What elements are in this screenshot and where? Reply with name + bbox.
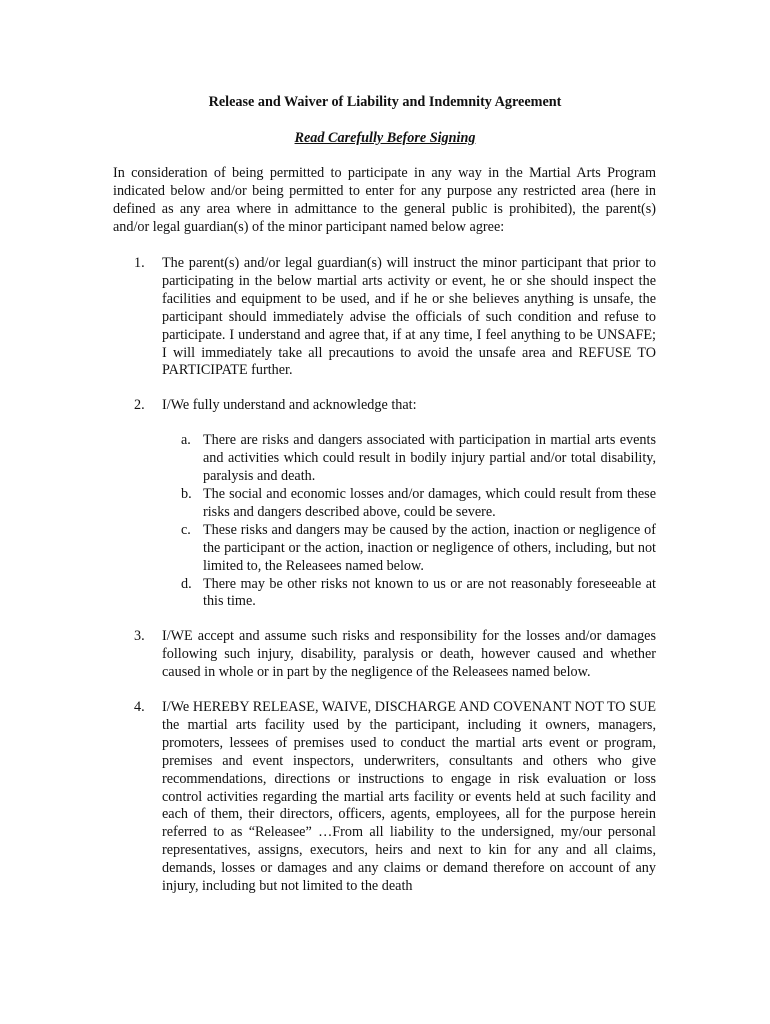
sub-item-text: These risks and dangers may be caused by the action, inaction or negligence of the participant or the action, inaction or negligence of others, including, but not limited to, the Releasees named below. xyxy=(203,521,656,574)
item-number: 4. xyxy=(134,699,145,716)
item-text: I/We HEREBY RELEASE, WAIVE, DISCHARGE AND COVENANT NOT TO SUE the martial arts facility used by the participant, including it owners, managers, promoters, lessees of premises used to conduct the martial arts event or program, premises and event inspectors, underwriters, consultants and others who give recommendations, directions or instructions to engage in risk evaluation or loss control activities regarding the martial arts facility or events held at such facility and each of them, their directors, officers, agents, employees, all for the purpose herein referred to as “Releasee” …From all liability to the undersigned, my/our personal representatives, assigns, executors, heirs and next to kin for any and all claims, demands, losses or damages and any claims or demand therefore on account of any injury, including but not limited to the death xyxy=(162,699,656,895)
item-text: The parent(s) and/or legal guardian(s) will instruct the minor participant that prior to participating in the below martial arts activity or event, he or she should inspect the facilities and equipment to be used, and if he or she believes anything is unsafe, the participant should immediately advise the officials of such condition and refuse to participate. I understand and agree that, if at any time, I feel anything to be UNSAFE; I will immediately take all precautions to avoid the unsafe area and REFUSE TO PARTICIPATE further. xyxy=(162,255,656,379)
sub-item-b xyxy=(162,486,656,522)
intro-paragraph: In consideration of being permitted to participate in any way in the Martial Arts Program indicated below and/or being permitted to enter for any purpose any restricted area (here in defined as any area where in admittance to the general public is prohibited), the parent(s) and/or legal guardian(s) of the minor participant named below agree: xyxy=(113,165,656,235)
sub-item-c xyxy=(162,522,656,576)
sub-item-text: The social and economic losses and/or damages, which could result from these risks and dangers described above, could be severe. xyxy=(203,485,656,520)
sub-item-text: There may be other risks not known to us or are not reasonably foreseeable at this time. xyxy=(203,575,656,610)
sub-item-a xyxy=(162,432,656,486)
sub-item-letter: c. xyxy=(181,521,191,538)
agreement-list xyxy=(113,255,656,913)
item-number: 1. xyxy=(134,255,145,271)
sub-item-d xyxy=(162,576,656,612)
agreement-item-3 xyxy=(113,628,656,682)
item-number: 2. xyxy=(134,397,145,414)
item-text: I/WE accept and assume such risks and responsibility for the losses and/or damages following such injury, disability, paralysis or death, however caused and whether caused in whole or in part by the negligence of the Releasees named below. xyxy=(162,628,656,681)
agreement-item-4 xyxy=(113,699,656,896)
sub-item-text: There are risks and dangers associated with participation in martial arts events and activities which could result in bodily injury partial and/or total disability, paralysis and death. xyxy=(203,432,656,485)
agreement-item-1 xyxy=(113,255,656,380)
item-text: I/We fully understand and acknowledge that: xyxy=(162,397,417,414)
agreement-item-2 xyxy=(113,397,656,611)
document-subtitle: Read Carefully Before Signing xyxy=(294,130,476,146)
item-number: 3. xyxy=(134,628,145,645)
sub-item-letter: b. xyxy=(181,485,192,502)
acknowledgement-sublist xyxy=(162,432,656,611)
sub-item-letter: d. xyxy=(181,575,192,592)
document-title: Release and Waiver of Liability and Indemnity Agreement xyxy=(208,94,562,110)
sub-item-letter: a. xyxy=(181,432,191,449)
